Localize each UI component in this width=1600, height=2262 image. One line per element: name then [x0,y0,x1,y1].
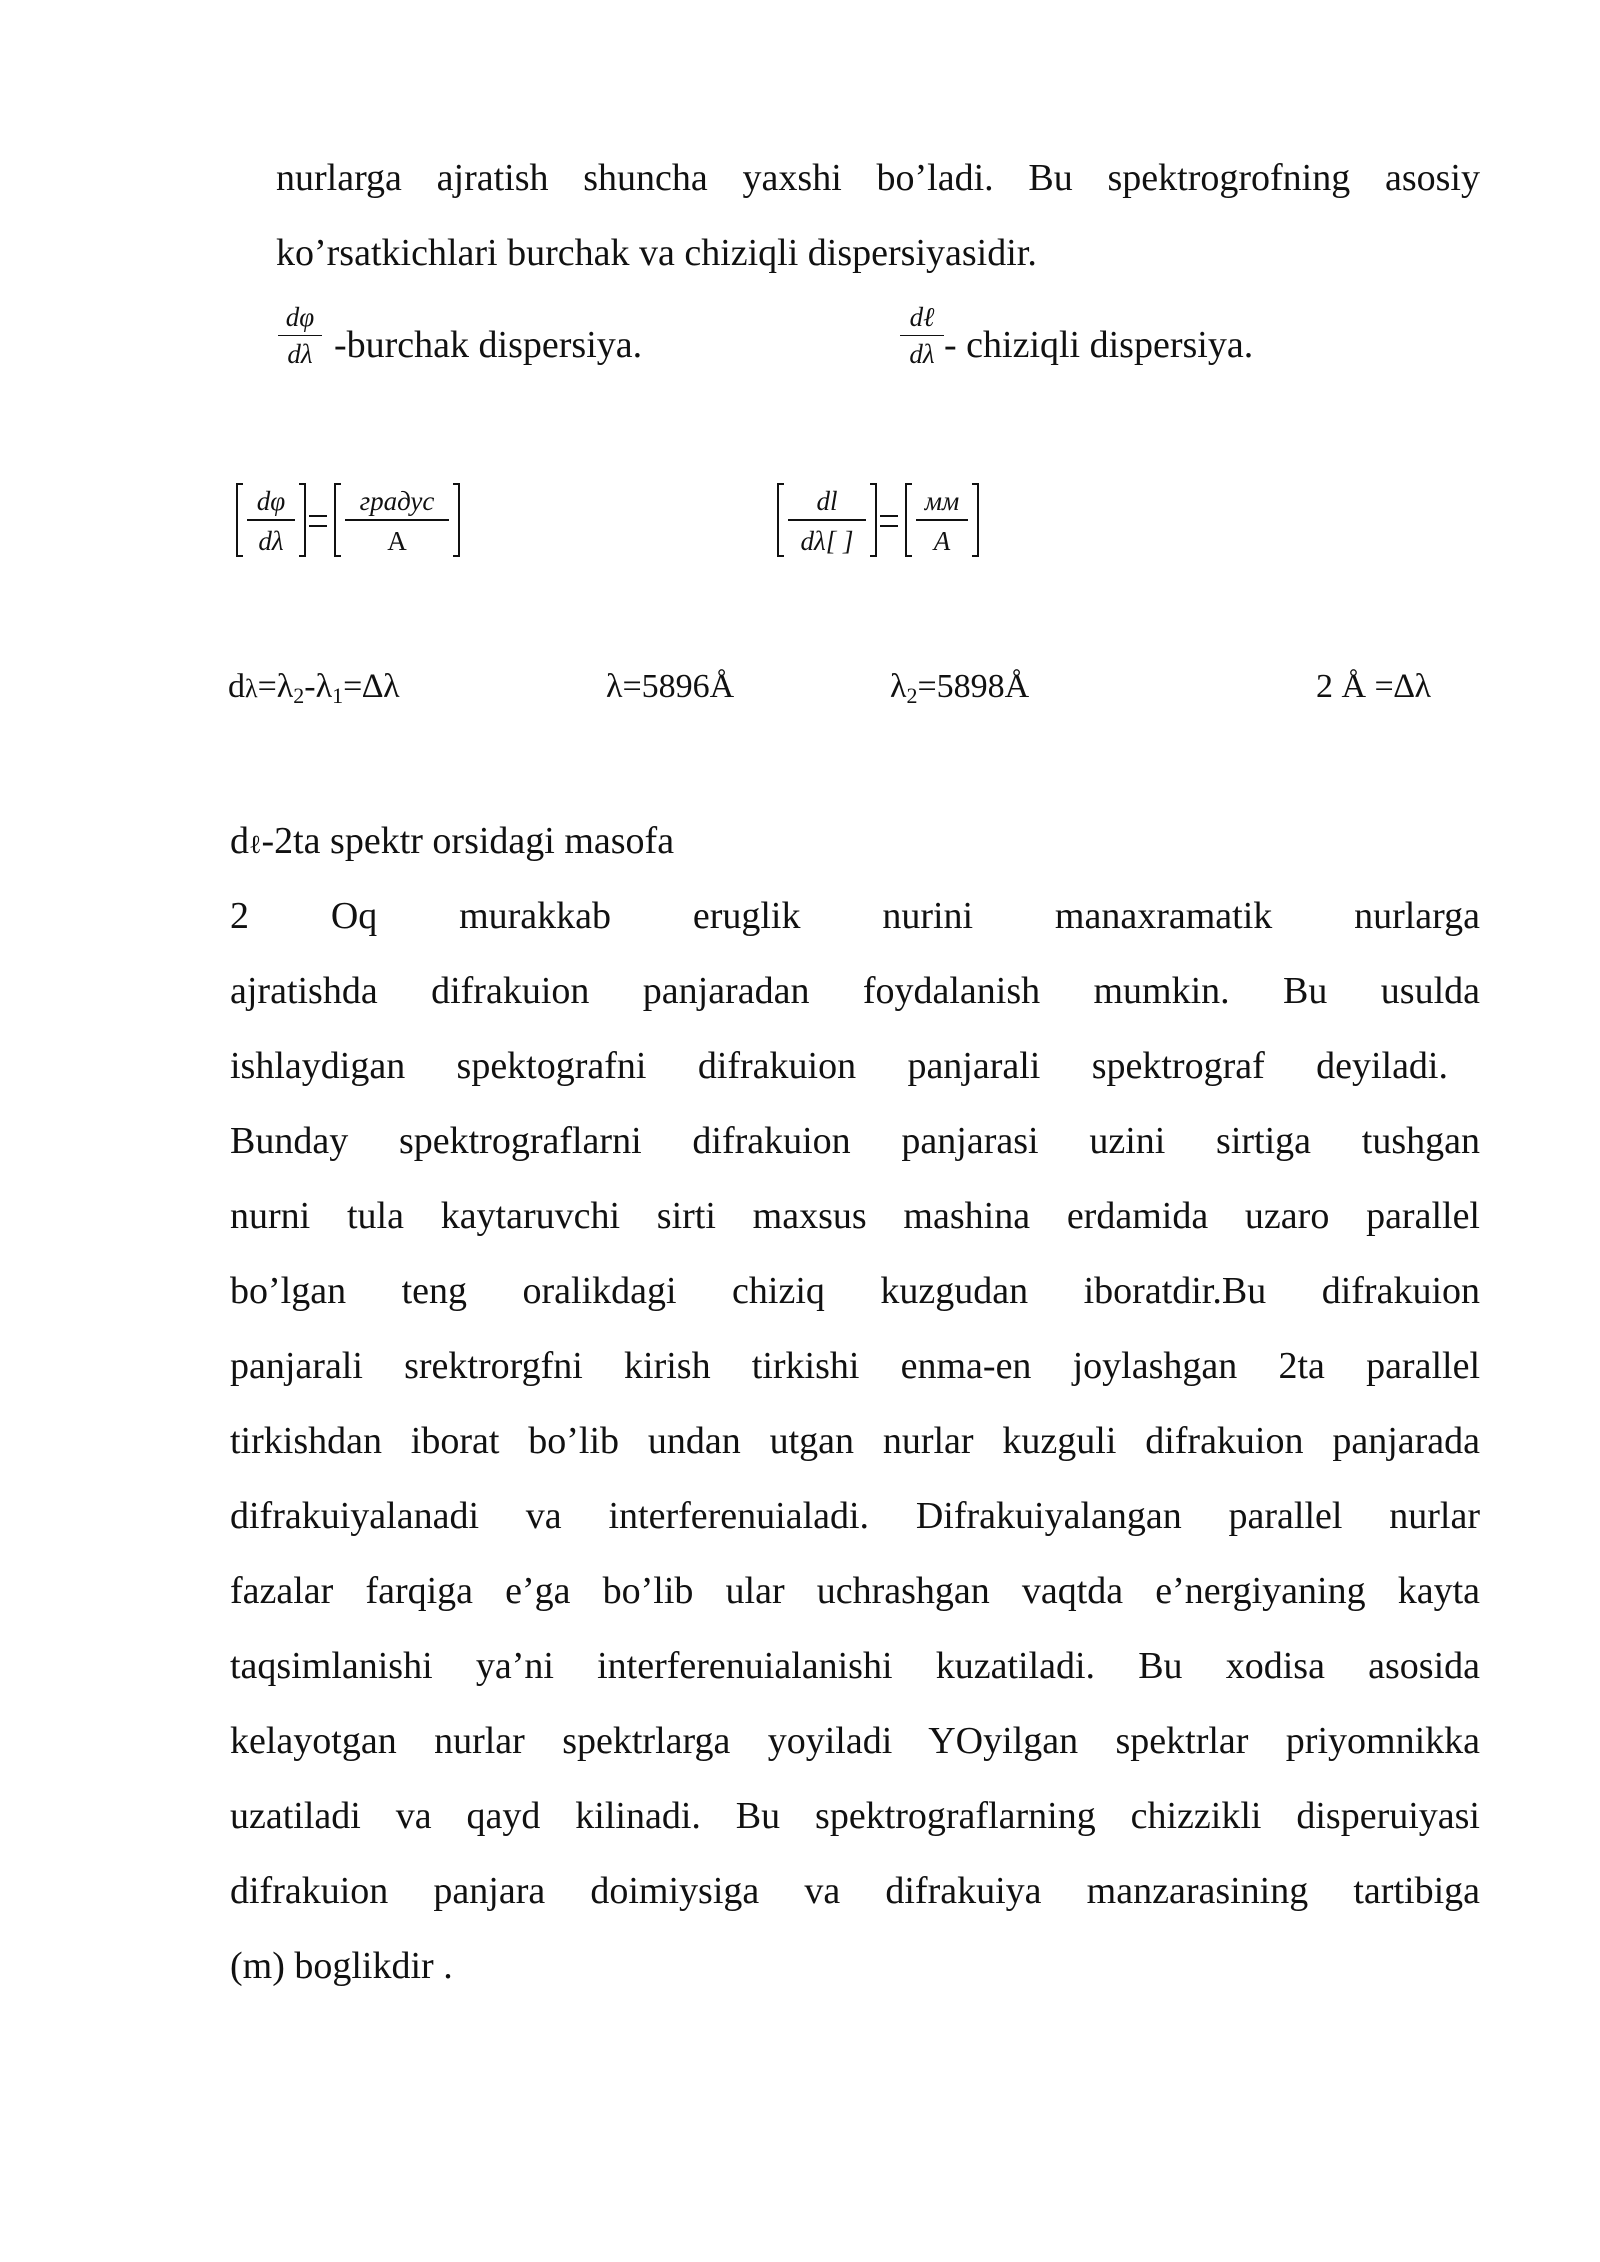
linear-unit-rhs-den: A [933,526,951,556]
angular-fraction [278,302,322,369]
body-line: kelayotgan nurlar spektrlarga yoyiladi YOyilgan spektrlar priyomnikka [230,1720,1480,1762]
intro-line-2: ko’rsatkichlari burchak va chiziqli dispersiyasidir. [276,232,1037,274]
angular-definition-text: -burchak dispersiya. [334,324,643,366]
linear-unit-rhs-num: мм [924,486,960,516]
angular-unit-rhs-num: градус [359,486,435,516]
linear-definition-text: - chiziqli dispersiya. [944,324,1254,366]
body-line: Bunday spektrograflarni difrakuion panjarasi uzini sirtiga tushgan [230,1120,1480,1162]
dl-d: d [230,820,249,862]
angular-unit-rhs-den: A [387,526,407,556]
dl-description [230,818,674,868]
body-line: fazalar farqiga e’ga bo’lib ular uchrashgan vaqtda e’nergiyaning kayta [230,1570,1480,1612]
body-line: 2 Oq murakkab eruglik nurini manaxramatik nurlarga [230,895,1480,937]
linear-fraction [900,302,944,369]
angular-unit-lhs-num: dφ [256,486,286,516]
body-line: panjarali srektrorgfni kirish tirkishi enma-en joylashgan 2ta parallel [230,1345,1480,1387]
angular-fraction-den: dλ [287,339,313,369]
formula-lambda2 [890,668,1029,709]
body-line: tirkishdan iborat bo’lib undan utgan nurlar kuzguli difrakuion panjarada [230,1420,1480,1462]
body-line: uzatiladi va qayd kilinadi. Bu spektrograflarning chizzikli disperuiyasi [230,1795,1480,1837]
f1-d: d [228,668,245,705]
f3-sub2: 2 [906,683,918,708]
dl-ell: ℓ [249,830,262,859]
f1-minus-lambda: -λ [304,668,333,705]
linear-unit-lhs-den: dλ[ ] [800,526,854,556]
body-line: difrakuion panjara doimiysiga va difrakuiya manzarasining tartibiga [230,1870,1480,1912]
body-line: nurni tula kaytaruvchi sirti maxsus mashina erdamida uzaro parallel [230,1195,1480,1237]
body-line: bo’lgan teng oralikdagi chiziq kuzgudan iboratdir.Bu difrakuion [230,1270,1480,1312]
intro-line-1: nurlarga ajratish shuncha yaxshi bo’ladi. Bu spektrogrofning asosiy [276,157,1480,199]
angular-unit-equation [233,480,463,560]
linear-fraction-den: dλ [909,339,935,369]
linear-fraction-num: dℓ [909,302,935,332]
angular-unit-lhs-den: dλ [258,526,284,556]
f1-eq-delta: =∆λ [343,668,400,705]
body-line: taqsimlanishi ya’ni interferenuialanishi kuzatiladi. Bu xodisa asosida [230,1645,1480,1687]
f1-lambda: λ [245,674,258,703]
f1-sub1: 1 [332,683,344,708]
f3-value: =5898Å [917,668,1030,705]
dl-text: -2ta spektr orsidagi masofa [261,820,675,862]
linear-unit-lhs-num: dl [816,486,838,516]
body-line: difrakuiyalanadi va interferenuialadi. Difrakuiyalangan parallel nurlar [230,1495,1480,1537]
formula-lambda1: λ=5896Å [606,668,735,705]
body-line: ishlaydigan spektografni difrakuion panjarali spektrograf deyiladi. [230,1045,1448,1087]
angular-fraction-num: dφ [285,302,315,332]
f3-lambda: λ [890,668,907,705]
body-line: ajratishda difrakuion panjaradan foydalanish mumkin. Bu usulda [230,970,1480,1012]
formula-delta-value: 2 Å =∆λ [1316,668,1432,705]
f1-eq-lambda: =λ [257,668,294,705]
formula-delta-lambda [228,668,400,709]
f1-sub2: 2 [293,683,305,708]
linear-unit-equation [774,480,984,560]
body-last-line: (m) boglikdir . [230,1945,453,1987]
